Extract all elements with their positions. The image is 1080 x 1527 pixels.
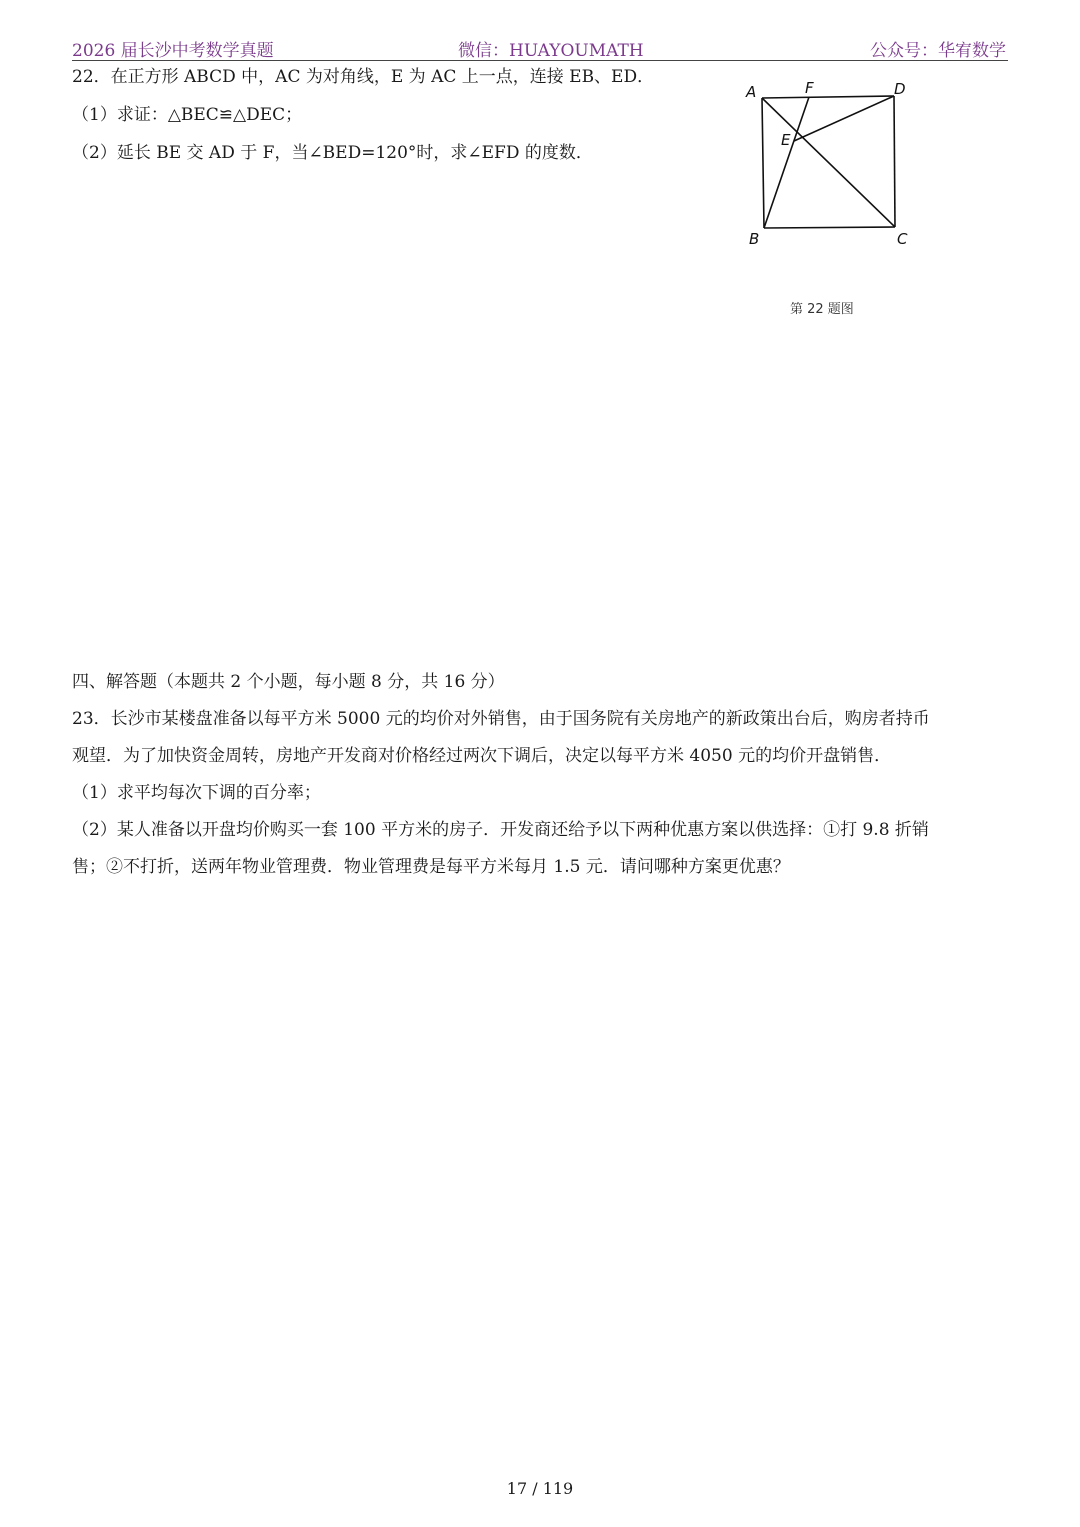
segment-AD	[762, 96, 894, 98]
label-A: A	[746, 83, 757, 101]
segment-AC	[762, 98, 895, 227]
square-diagram	[740, 74, 920, 254]
q23-line1: 23．长沙市某楼盘准备以每平方米 5000 元的均价对外销售，由于国务院有关房地产的新政策出台后，购房者持币	[72, 709, 930, 729]
q22-stem: 22．在正方形 ABCD 中，AC 为对角线，E 为 AC 上一点，连接 EB、ED．	[72, 67, 655, 87]
q22-figure-caption: 第 22 题图	[790, 302, 854, 317]
header-wechat: 微信：HUAYOUMATH	[458, 41, 644, 61]
page-header	[72, 34, 1008, 61]
label-D: D	[894, 80, 906, 98]
label-B: B	[749, 230, 760, 248]
label-F: F	[805, 79, 814, 97]
page-number: 17 / 119	[506, 1479, 574, 1498]
q23-line2: 观望．为了加快资金周转，房地产开发商对价格经过两次下调后，决定以每平方米 4050 元的均价开盘销售．	[72, 746, 892, 766]
segment-ED	[794, 96, 894, 141]
segment-BF	[764, 97, 809, 228]
label-E: E	[781, 131, 791, 149]
q22-figure	[740, 74, 920, 254]
header-exam-title: 2026 届长沙中考数学真题	[72, 41, 274, 61]
segment-BA	[762, 98, 764, 228]
segment-DC	[894, 96, 895, 227]
q23-part2-line2: 售；②不打折，送两年物业管理费．物业管理费是每平方米每月 1.5 元．请问哪种方案更优惠？	[72, 857, 790, 877]
label-C: C	[897, 230, 908, 248]
segment-CB	[764, 227, 895, 228]
q22-part1: （1）求证：△BEC≌△DEC；	[72, 105, 303, 125]
header-official-account: 公众号：华宥数学	[870, 41, 1006, 61]
q23-part1: （1）求平均每次下调的百分率；	[72, 783, 321, 803]
q22-part2: （2）延长 BE 交 AD 于 F，当∠BED=120°时，求∠EFD 的度数．	[72, 143, 593, 163]
section4-title: 四、解答题（本题共 2 个小题，每小题 8 分，共 16 分）	[72, 672, 505, 692]
q23-part2-line1: （2）某人准备以开盘均价购买一套 100 平方米的房子．开发商还给予以下两种优惠方案以供选择：①打 9.8 折销	[72, 820, 929, 840]
